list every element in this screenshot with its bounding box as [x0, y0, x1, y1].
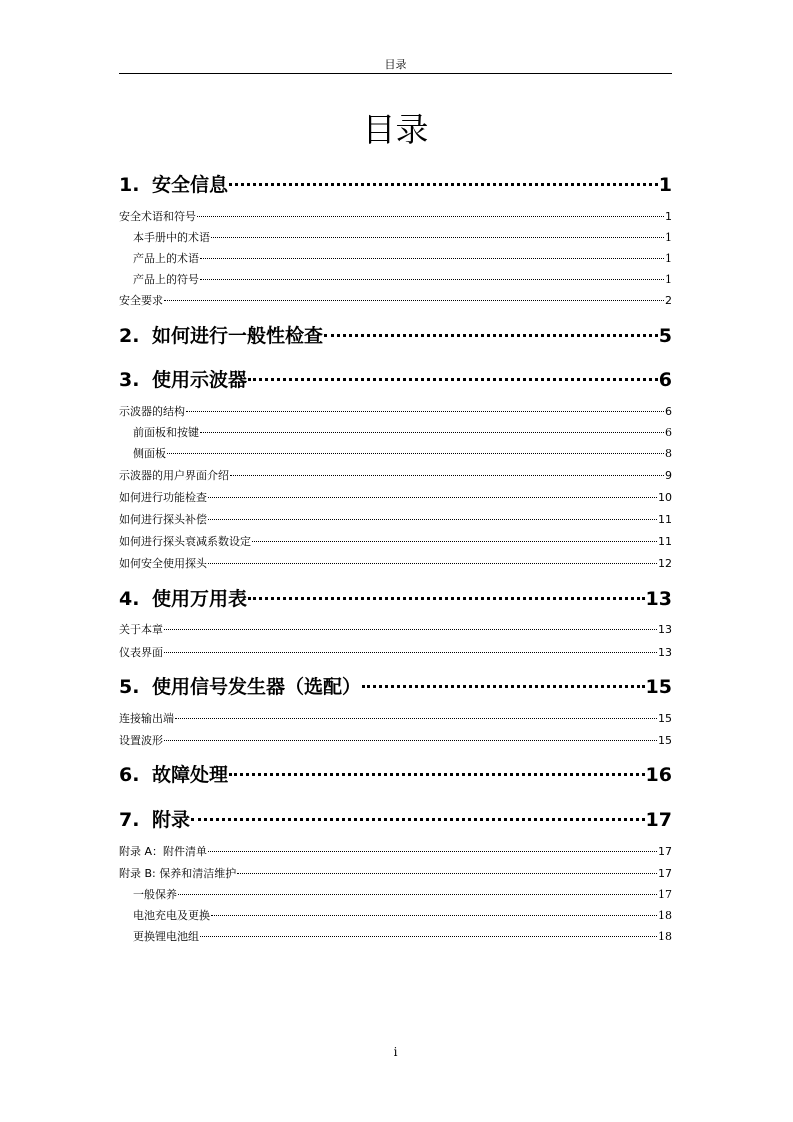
toc-section-function-check[interactable] — [119, 490, 672, 506]
toc-subsection-battery-charging[interactable] — [119, 908, 672, 924]
dot-leader — [229, 182, 658, 186]
page-number: 17 — [658, 867, 672, 880]
section-title: 仪表界面 — [119, 646, 163, 659]
chapter-title: 使用信号发生器（选配） — [152, 676, 362, 698]
toc-subsection-product-terms[interactable] — [119, 251, 672, 267]
toc-subsection-battery-replace[interactable] — [119, 929, 672, 945]
section-title: 附录 A：附件清单 — [119, 845, 208, 858]
toc-section-meter-interface[interactable] — [119, 645, 672, 661]
toc-chapter-6[interactable] — [119, 762, 672, 788]
toc-subsection-side-panel[interactable] — [119, 446, 672, 462]
chapter-number: 2. — [119, 325, 140, 347]
page-number: 15 — [645, 676, 672, 698]
dot-leader — [197, 215, 664, 217]
toc-section-appendix-a[interactable] — [119, 844, 672, 860]
toc-chapter-1[interactable] — [119, 172, 672, 198]
chapter-title: 附录 — [152, 809, 191, 831]
page-number: 1 — [665, 210, 672, 223]
page-title: 目录 — [362, 110, 429, 149]
page-number: 1 — [665, 273, 672, 286]
subsection-title: 前面板和按键 — [133, 426, 199, 439]
toc-section-waveform-setup[interactable] — [119, 733, 672, 749]
subsection-title: 本手册中的术语 — [133, 231, 210, 244]
section-title: 设置波形 — [119, 734, 163, 747]
page-number: 17 — [645, 809, 672, 831]
page-number: 6 — [658, 369, 672, 391]
section-title: 连接输出端 — [119, 712, 174, 725]
page-number: 2 — [665, 294, 672, 307]
section-title: 如何进行探头衰减系数设定 — [119, 535, 251, 548]
page-number: 18 — [658, 930, 672, 943]
subsection-title: 更换锂电池组 — [133, 930, 199, 943]
toc-section-probe-compensation[interactable] — [119, 512, 672, 528]
toc-section-probe-attenuation[interactable] — [119, 534, 672, 550]
dot-leader — [252, 540, 657, 542]
page-number: 1 — [658, 174, 672, 196]
dot-leader — [211, 236, 664, 238]
toc-section-safety-requirements[interactable] — [119, 293, 672, 309]
dot-leader — [248, 377, 658, 381]
toc-subsection-general-care[interactable] — [119, 887, 672, 903]
dot-leader — [362, 684, 645, 688]
dot-leader — [175, 717, 657, 719]
chapter-number: 4. — [119, 588, 140, 610]
page-number: 15 — [658, 712, 672, 725]
subsection-title: 产品上的符号 — [133, 273, 199, 286]
toc-section-appendix-b[interactable] — [119, 866, 672, 882]
dot-leader — [200, 431, 664, 433]
running-header: 目录 — [384, 58, 407, 71]
chapter-title: 故障处理 — [152, 764, 229, 786]
dot-leader — [164, 651, 657, 653]
subsection-title: 侧面板 — [133, 447, 166, 460]
section-title: 安全术语和符号 — [119, 210, 196, 223]
page-number: 15 — [658, 734, 672, 747]
page-number: 9 — [665, 469, 672, 482]
dot-leader — [200, 935, 657, 937]
section-title: 安全要求 — [119, 294, 163, 307]
dot-leader — [167, 452, 664, 454]
page-number: 1 — [665, 231, 672, 244]
toc-chapter-7[interactable] — [119, 807, 672, 833]
section-title: 附录 B: 保养和清洁维护 — [119, 867, 237, 880]
dot-leader — [208, 496, 657, 498]
toc-subsection-manual-terms[interactable] — [119, 230, 672, 246]
dot-leader — [324, 333, 658, 337]
toc-section-about-chapter[interactable] — [119, 622, 672, 638]
dot-leader — [208, 850, 657, 852]
toc-section-oscilloscope-structure[interactable] — [119, 404, 672, 420]
toc-section-safety-terms-symbols[interactable] — [119, 209, 672, 225]
dot-leader — [208, 518, 657, 520]
page-number: 11 — [658, 535, 672, 548]
section-title: 关于本章 — [119, 623, 163, 636]
dot-leader — [200, 278, 664, 280]
toc-subsection-front-panel[interactable] — [119, 425, 672, 441]
page-number: 18 — [658, 909, 672, 922]
dot-leader — [229, 772, 645, 776]
dot-leader — [248, 596, 645, 600]
page-number: 5 — [658, 325, 672, 347]
dot-leader — [208, 562, 657, 564]
footer-page-number: i — [393, 1045, 398, 1059]
page-number: 16 — [645, 764, 672, 786]
section-title: 示波器的用户界面介绍 — [119, 469, 229, 482]
chapter-number: 5. — [119, 676, 140, 698]
section-title: 如何进行探头补偿 — [119, 513, 207, 526]
chapter-title: 使用示波器 — [152, 369, 248, 391]
dot-leader — [178, 893, 657, 895]
dot-leader — [191, 817, 645, 821]
dot-leader — [230, 474, 664, 476]
chapter-title: 如何进行一般性检查 — [152, 325, 324, 347]
chapter-title: 安全信息 — [152, 174, 229, 196]
subsection-title: 电池充电及更换 — [133, 909, 210, 922]
page-number: 12 — [658, 557, 672, 570]
subsection-title: 一般保养 — [133, 888, 177, 901]
page-number: 13 — [658, 623, 672, 636]
dot-leader — [211, 914, 657, 916]
chapter-number: 6. — [119, 764, 140, 786]
subsection-title: 产品上的术语 — [133, 252, 199, 265]
page-number: 13 — [658, 646, 672, 659]
toc-section-output-connect[interactable] — [119, 711, 672, 727]
page-number: 13 — [645, 588, 672, 610]
toc-chapter-3[interactable] — [119, 367, 672, 393]
page-number: 6 — [665, 426, 672, 439]
dot-leader — [164, 628, 657, 630]
toc-section-user-interface[interactable] — [119, 468, 672, 484]
chapter-number: 7. — [119, 809, 140, 831]
page-number: 10 — [658, 491, 672, 504]
toc-section-probe-safety[interactable] — [119, 556, 672, 572]
page-number: 17 — [658, 888, 672, 901]
chapter-number: 3. — [119, 369, 140, 391]
section-title: 示波器的结构 — [119, 405, 185, 418]
page-number: 17 — [658, 845, 672, 858]
chapter-title: 使用万用表 — [152, 588, 248, 610]
chapter-number: 1. — [119, 174, 140, 196]
section-title: 如何安全使用探头 — [119, 557, 207, 570]
page-number: 6 — [665, 405, 672, 418]
page-number: 8 — [665, 447, 672, 460]
toc-chapter-4[interactable] — [119, 586, 672, 612]
header-divider — [119, 73, 672, 74]
dot-leader — [200, 257, 664, 259]
dot-leader — [164, 739, 657, 741]
dot-leader — [186, 410, 664, 412]
page-number: 1 — [665, 252, 672, 265]
toc-subsection-product-symbols[interactable] — [119, 272, 672, 288]
section-title: 如何进行功能检查 — [119, 491, 207, 504]
toc-chapter-2[interactable] — [119, 323, 672, 349]
page-number: 11 — [658, 513, 672, 526]
dot-leader — [164, 299, 664, 301]
dot-leader — [237, 872, 657, 874]
toc-chapter-5[interactable] — [119, 674, 672, 700]
